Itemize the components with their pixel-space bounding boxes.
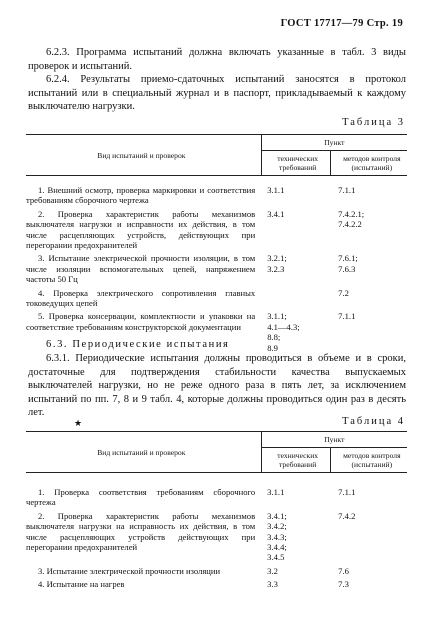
row-text: 1. Внешний осмотр, проверка маркировки и соответствия требованиям сборочного чертежа: [26, 185, 256, 206]
table-3-col-main: Вид испытаний и проверок: [97, 150, 186, 160]
row-meth-ref: 7.4.2: [338, 510, 356, 521]
table-4-col-group: Пункт: [261, 432, 407, 448]
row-meth-ref: 7.1.1: [338, 487, 356, 497]
star-mark: ★: [74, 418, 83, 428]
row-meth-ref: 7.4.2.1; 7.4.2.2: [338, 208, 365, 230]
table-3-col-req: технических требований: [261, 151, 330, 176]
table-row: [26, 253, 407, 287]
row-meth-ref: 7.1.1: [338, 185, 356, 195]
row-req-ref: 3.1.1; 4.1—4.3; 8.8; 8.9: [267, 311, 300, 353]
table-row: [26, 566, 407, 579]
row-meth-ref: 7.1.1: [338, 311, 356, 322]
row-text: 5. Проверка консервации, комплектности и упаковки на соответствие требованиям конструкторской документации: [26, 311, 256, 332]
row-req-ref: 3.2: [267, 565, 278, 576]
table-3: [26, 134, 407, 356]
row-meth-ref: 7.2: [338, 287, 349, 298]
section-6-3-title: 6.3. Периодические испытания: [46, 339, 230, 350]
table-row: [26, 176, 407, 209]
table-4-caption: Таблица 4: [342, 416, 405, 427]
row-text: 3. Испытание электрической прочности изоляции: [38, 565, 221, 576]
paragraph-6-3-1: 6.3.1. Периодические испытания должны проводиться в объеме и в сроки, достаточные для подтверждения стабильности качества выпускаемых выключателей нагрузки, но не реже одного раза в пять лет, за исключением испытаний по пп. 7, 8 и 9 табл. 4, которые должны проводиться один раз в десять лет.: [28, 353, 406, 418]
paragraph-6-2-4: 6.2.4. Результаты приемо-сдаточных испытаний заносятся в протокол испытаний или в специальный журнал и в паспорт, прикладываемый к каждому выключателю нагрузки.: [28, 74, 406, 112]
table-row: [26, 473, 407, 511]
row-req-ref: 3.4.1: [267, 208, 285, 219]
table-row: [26, 288, 407, 312]
row-req-ref: 3.3: [267, 579, 278, 590]
row-text: 4. Проверка электрического сопротивления главных токоведущих цепей: [26, 287, 256, 309]
row-req-ref: 3.1.1: [267, 487, 285, 497]
table-row: [26, 209, 407, 254]
table-4-col-req: технических требований: [261, 448, 330, 473]
row-text: 3. Испытание электрической прочности изоляции, в том числе изоляции вспомогательных цепей, напряжением частоты 50 Гц: [26, 253, 256, 285]
table-3-col-meth: методов контроля (испытаний): [330, 151, 407, 176]
page-header: ГОСТ 17717—79 Стр. 19: [280, 18, 403, 29]
table-4: [26, 431, 407, 593]
table-3-caption: Таблица 3: [342, 117, 405, 128]
row-text: 2. Проверка характеристик работы механизмов выключателя нагрузки на исправность их действия, в том числе расцепляющих устройств действующих при перегорании предохранителей: [26, 510, 256, 553]
table-4-col-main: Вид испытаний и проверок: [97, 447, 186, 457]
row-req-ref: 3.1.1: [267, 185, 285, 195]
row-text: 4. Испытание на нагрев: [38, 579, 125, 590]
row-text: 1. Проверка соответствия требованиям сборочного чертежа: [26, 487, 256, 508]
row-req-ref: 3.4.1; 3.4.2; 3.4.3; 3.4.4; 3.4.5: [267, 510, 287, 563]
row-meth-ref: 7.6.1; 7.6.3: [338, 253, 358, 274]
row-req-ref: [261, 288, 330, 312]
row-req-ref: 3.2.1; 3.2.3: [267, 253, 287, 274]
table-4-col-meth: методов контроля (испытаний): [330, 448, 407, 473]
table-row: [26, 579, 407, 592]
row-meth-ref: 7.6: [338, 565, 349, 576]
table-row: [26, 511, 407, 566]
paragraph-6-2-3: 6.2.3. Программа испытаний должна включать указанные в табл. 3 виды проверок и испытаний.: [28, 47, 406, 72]
table-3-col-group: Пункт: [261, 135, 407, 151]
row-text: 2. Проверка характеристик работы механизмов выключателя нагрузки и исправности их действия, в том числе расцепляющих устройств, действующих при перегорании предохранителей: [26, 208, 256, 251]
row-meth-ref: 7.3: [338, 579, 349, 590]
